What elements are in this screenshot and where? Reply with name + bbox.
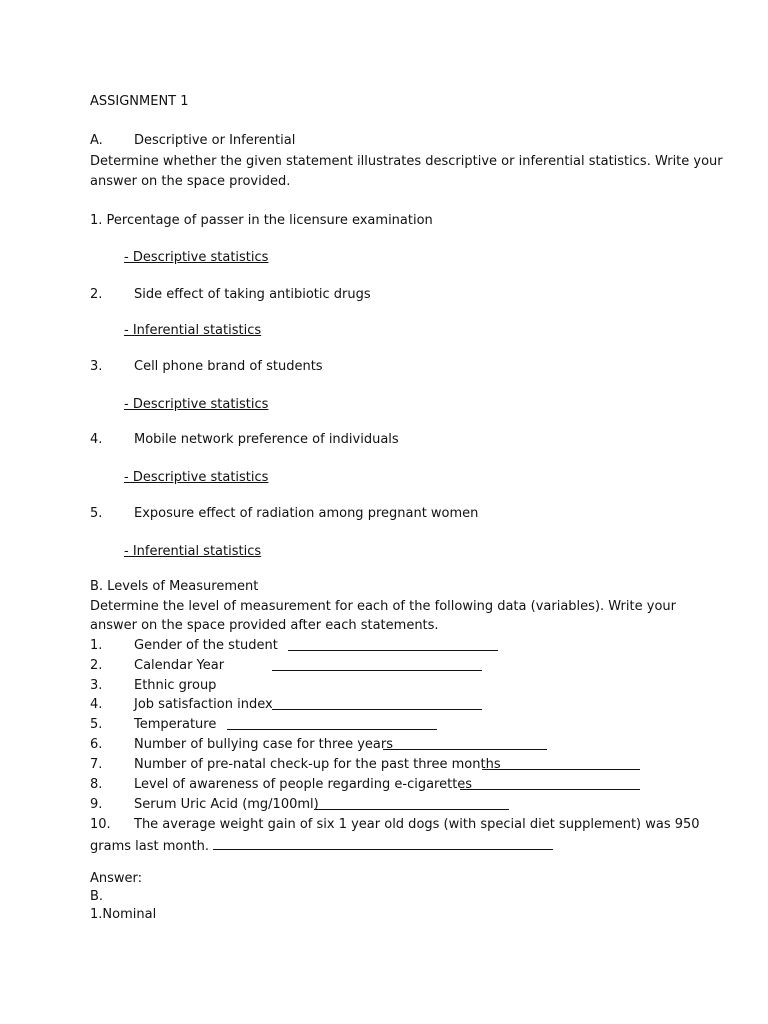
section-b-item-8-number: 8. <box>90 777 103 792</box>
section-a-item-4-number: 4. <box>90 432 103 447</box>
section-a-item-2-text: Side effect of taking antibiotic drugs <box>134 287 371 302</box>
section-b-item-1-text: Gender of the student <box>134 638 278 653</box>
section-b-item-7-text: Number of pre-natal check-up for the past three months <box>134 757 501 772</box>
section-b-instructions-line2: answer on the space provided after each statements. <box>90 618 439 633</box>
answer-blank-1[interactable] <box>288 637 498 657</box>
item-number: 1. <box>90 213 103 228</box>
answer-blank-9[interactable] <box>314 796 509 816</box>
section-b-item-9-number: 9. <box>90 797 103 812</box>
section-b-item-10-line2 <box>90 836 553 856</box>
section-b-item-6-number: 6. <box>90 737 103 752</box>
section-b-item-5-text: Temperature <box>134 717 217 732</box>
answer-blank-6[interactable] <box>383 736 547 756</box>
section-b-item-2-number: 2. <box>90 658 103 673</box>
section-a-item-5-text: Exposure effect of radiation among pregnant women <box>134 506 479 521</box>
section-a-heading: Descriptive or Inferential <box>134 133 296 148</box>
answer-blank-7[interactable] <box>482 756 640 776</box>
section-b-item-9-text: Serum Uric Acid (mg/100ml) <box>134 797 319 812</box>
section-b-item-4-number: 4. <box>90 697 103 712</box>
answer-blank-10[interactable] <box>213 836 553 850</box>
item-10-continuation: grams last month. <box>90 839 210 854</box>
section-b-item-3-text: Ethnic group <box>134 678 217 693</box>
section-a-answer-3: - Descriptive statistics <box>124 397 269 412</box>
section-b-heading: B. Levels of Measurement <box>90 579 259 594</box>
section-a-instructions-line1: Determine whether the given statement illustrates descriptive or inferential statistics. Write your <box>90 154 723 169</box>
section-a-letter: A. <box>90 133 103 148</box>
section-b-item-1-number: 1. <box>90 638 103 653</box>
answer-blank-5[interactable] <box>227 716 437 736</box>
assignment-title: ASSIGNMENT 1 <box>90 94 189 109</box>
answer-blank-4[interactable] <box>272 696 482 716</box>
section-b-item-5-number: 5. <box>90 717 103 732</box>
section-a-item-1 <box>90 212 433 230</box>
section-b-item-10-text: The average weight gain of six 1 year old dogs (with special diet supplement) was 950 <box>134 817 700 832</box>
section-b-item-7-number: 7. <box>90 757 103 772</box>
section-a-item-3-text: Cell phone brand of students <box>134 359 323 374</box>
item-text: Percentage of passer in the licensure examination <box>106 213 433 228</box>
section-b-item-10-number: 10. <box>90 817 111 832</box>
section-a-item-3-number: 3. <box>90 359 103 374</box>
section-b-item-8-text: Level of awareness of people regarding e-cigarettes <box>134 777 473 792</box>
section-a-item-4-text: Mobile network preference of individuals <box>134 432 399 447</box>
section-b-item-4-text: Job satisfaction index <box>134 697 273 712</box>
section-b-item-6-text: Number of bullying case for three years <box>134 737 393 752</box>
answer-blank-2[interactable] <box>272 657 482 677</box>
section-a-item-2-number: 2. <box>90 287 103 302</box>
answer-section-label: B. <box>90 889 104 904</box>
section-a-answer-5: - Inferential statistics <box>124 544 262 559</box>
answer-heading: Answer: <box>90 871 143 886</box>
answer-first-item: 1.Nominal <box>90 907 157 922</box>
answer-blank-8[interactable] <box>460 776 640 796</box>
section-b-item-3-number: 3. <box>90 678 103 693</box>
section-b-instructions-line1: Determine the level of measurement for each of the following data (variables). Write your <box>90 599 676 614</box>
section-a-instructions-line2: answer on the space provided. <box>90 174 291 189</box>
section-a-answer-4: - Descriptive statistics <box>124 470 269 485</box>
section-a-answer-2: - Inferential statistics <box>124 323 262 338</box>
section-b-item-2-text: Calendar Year <box>134 658 225 673</box>
section-a-answer-1: - Descriptive statistics <box>124 250 269 265</box>
section-a-item-5-number: 5. <box>90 506 103 521</box>
